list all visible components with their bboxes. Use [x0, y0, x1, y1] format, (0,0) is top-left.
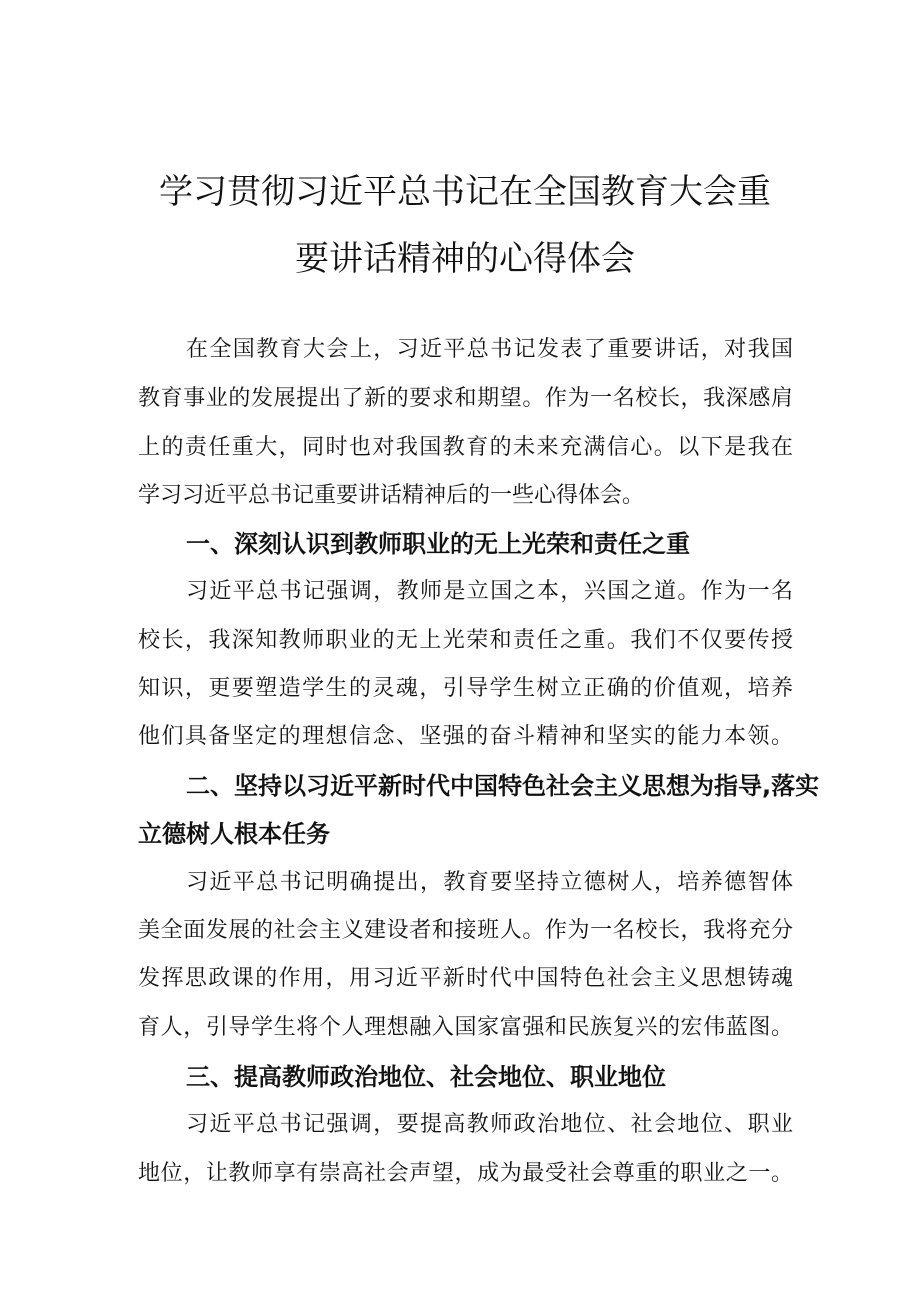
section-2-line-3: 发挥思政课的作用，用习近平新时代中国特色社会主义思想铸魂	[138, 966, 793, 991]
section-2-heading-line-1: 二、坚持以习近平新时代中国特色社会主义思想为指导,落实	[186, 772, 820, 800]
section-1-line-3: 知识，更要塑造学生的灵魂，引导学生树立正确的价值观，培养	[138, 676, 793, 701]
section-1-heading: 一、深刻认识到教师职业的无上光荣和责任之重	[186, 530, 690, 558]
document-title-line-1: 学习贯彻习近平总书记在全国教育大会重	[159, 172, 771, 212]
section-2-line-1: 习近平总书记明确提出，教育要坚持立德树人，培养德智体	[186, 870, 793, 895]
intro-line-2: 教育事业的发展提出了新的要求和期望。作为一名校长，我深感肩	[138, 386, 793, 411]
intro-line-4: 学习习近平总书记重要讲话精神后的一些心得体会。	[138, 483, 645, 508]
intro-line-3: 上的责任重大，同时也对我国教育的未来充满信心。以下是我在	[138, 435, 793, 460]
section-3-line-2: 地位，让教师享有崇高社会声望，成为最受社会尊重的职业之一。	[138, 1161, 793, 1186]
section-2-line-2: 美全面发展的社会主义建设者和接班人。作为一名校长，我将充分	[138, 918, 793, 943]
section-3-line-1: 习近平总书记强调，要提高教师政治地位、社会地位、职业	[186, 1112, 793, 1137]
section-1-line-1: 习近平总书记强调，教师是立国之本，兴国之道。作为一名	[186, 579, 793, 604]
document-title-line-2: 要讲话精神的心得体会	[295, 239, 635, 279]
section-1-line-4: 他们具备坚定的理想信念、坚强的奋斗精神和坚实的能力本领。	[138, 724, 793, 749]
section-2-line-4: 育人，引导学生将个人理想融入国家富强和民族复兴的宏伟蓝图。	[138, 1015, 793, 1040]
section-1-line-2: 校长，我深知教师职业的无上光荣和责任之重。我们不仅要传授	[138, 628, 793, 653]
section-3-heading: 三、提高教师政治地位、社会地位、职业地位	[186, 1063, 666, 1091]
intro-line-1: 在全国教育大会上，习近平总书记发表了重要讲话，对我国	[186, 337, 793, 362]
section-2-heading-line-2: 立德树人根本任务	[138, 820, 330, 848]
